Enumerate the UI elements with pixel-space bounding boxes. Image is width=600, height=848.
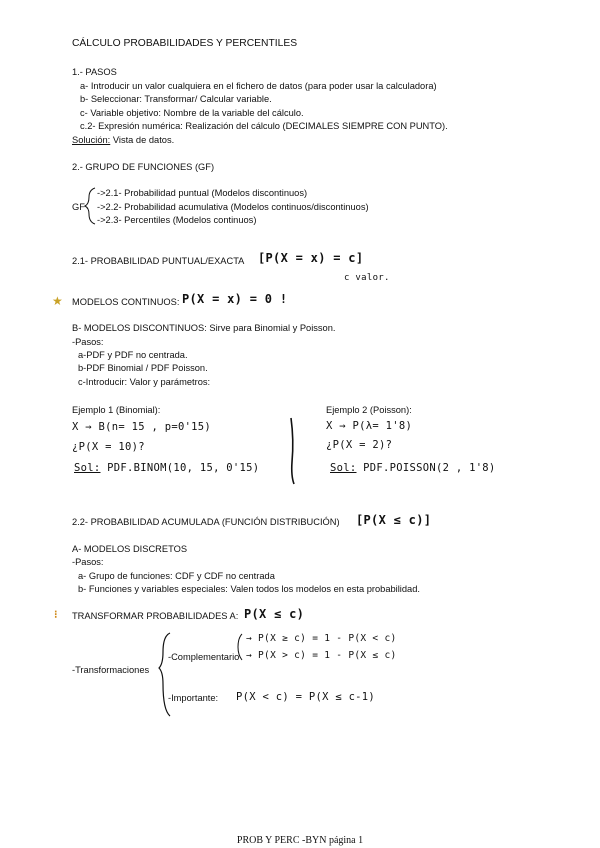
- gf-item-2: ->2.2- Probabilidad acumulativa (Modelos continuos/discontinuos): [97, 202, 369, 212]
- importante-note: P(X < c) = P(X ≤ c-1): [236, 691, 376, 703]
- pasos-item-c: c- Variable objetivo: Nombre de la variable del cálculo.: [80, 108, 304, 118]
- pasos-item-a: a- Introducir un valor cualquiera en el fichero de datos (para poder usar la calculadora): [80, 81, 437, 91]
- trans-label: -Transformaciones: [72, 665, 150, 675]
- pasos-heading: 1.- PASOS: [72, 67, 117, 77]
- s22-heading: 2.2- PROBABILIDAD ACUMULADA (FUNCIÓN DISTRIBUCIÓN): [72, 517, 340, 527]
- pasos-item-c2: c.2- Expresión numérica: Realización del cálculo (DECIMALES SIEMPRE CON PUNTO).: [80, 121, 448, 131]
- s21-handwritten-note: [P(X = x) = c]: [258, 251, 364, 265]
- ej2-line2: ¿P(X = 2)?: [326, 439, 393, 451]
- comp-brace: [238, 634, 242, 660]
- ej2-sol: PDF.POISSON(2 , 1'8): [363, 462, 496, 474]
- ej1-sol: PDF.BINOM(10, 15, 0'15): [107, 462, 260, 474]
- ej1-line2: ¿P(X = 10)?: [72, 441, 145, 453]
- ej2-sol-label: Sol:: [330, 462, 357, 474]
- s21-paso-b: b-PDF Binomial / PDF Poisson.: [78, 363, 208, 373]
- gf-item-1: ->2.1- Probabilidad puntual (Modelos discontinuos): [97, 188, 308, 198]
- s22-pasos-label: -Pasos:: [72, 557, 104, 567]
- ej2-title: Ejemplo 2 (Poisson):: [326, 405, 412, 415]
- complementario-label: -Complementario: [168, 652, 240, 662]
- s21-handwritten-note2: c valor.: [344, 273, 390, 283]
- solucion-label: Solución:: [72, 135, 111, 145]
- ej1-sol-label: Sol:: [74, 462, 101, 474]
- gf-heading: 2.- GRUPO DE FUNCIONES (GF): [72, 162, 215, 172]
- gf-brace: [85, 188, 95, 224]
- comp-line2: → P(X > c) = 1 - P(X ≤ c): [246, 650, 397, 661]
- s22-discretos: A- MODELOS DISCRETOS: [72, 544, 188, 554]
- gf-item-3: ->2.3- Percentiles (Modelos continuos): [97, 215, 257, 225]
- s21-continuos-note: P(X = x) = 0 !: [182, 292, 288, 306]
- s21-paso-a: a-PDF y PDF no centrada.: [78, 350, 188, 360]
- s21-discontinuos: B- MODELOS DISCONTINUOS: Sirve para Binomial y Poisson.: [72, 323, 336, 333]
- pasos-item-b: b- Seleccionar: Transformar/ Calcular variable.: [80, 94, 272, 104]
- trans-brace: [159, 633, 170, 716]
- page-title: CÁLCULO PROBABILIDADES Y PERCENTILES: [72, 38, 298, 49]
- importante-label: -Importante:: [168, 693, 219, 703]
- s22-transformar-note: P(X ≤ c): [244, 607, 305, 621]
- s22-transformar: TRANSFORMAR PROBABILIDADES A:: [72, 611, 239, 621]
- s21-paso-c: c-Introducir: Valor y parámetros:: [78, 377, 211, 387]
- ej1-line1: X → B(n= 15 , p=0'15): [72, 421, 212, 433]
- ej1-title: Ejemplo 1 (Binomial):: [72, 405, 161, 415]
- exclamation-icon: ⁝: [54, 609, 58, 621]
- examples-divider: [291, 418, 294, 484]
- s21-continuos-label: MODELOS CONTINUOS:: [72, 297, 180, 307]
- solucion-text: Vista de datos.: [112, 135, 175, 145]
- s22-handwritten-note: [P(X ≤ c)]: [356, 513, 432, 527]
- page-footer: PROB Y PERC -BYN página 1: [236, 835, 364, 846]
- ej2-line1: X → P(λ= 1'8): [326, 420, 413, 432]
- s22-paso-b: b- Funciones y variables especiales: Valen todos los modelos en esta probabilidad.: [78, 584, 420, 594]
- s21-pasos-label: -Pasos:: [72, 337, 104, 347]
- s22-paso-a: a- Grupo de funciones: CDF y CDF no centrada: [78, 571, 275, 581]
- s21-heading: 2.1- PROBABILIDAD PUNTUAL/EXACTA: [72, 256, 245, 266]
- comp-line1: → P(X ≥ c) = 1 - P(X < c): [246, 633, 397, 644]
- gf-label: GF: [72, 202, 85, 212]
- star-icon: ★: [52, 294, 63, 308]
